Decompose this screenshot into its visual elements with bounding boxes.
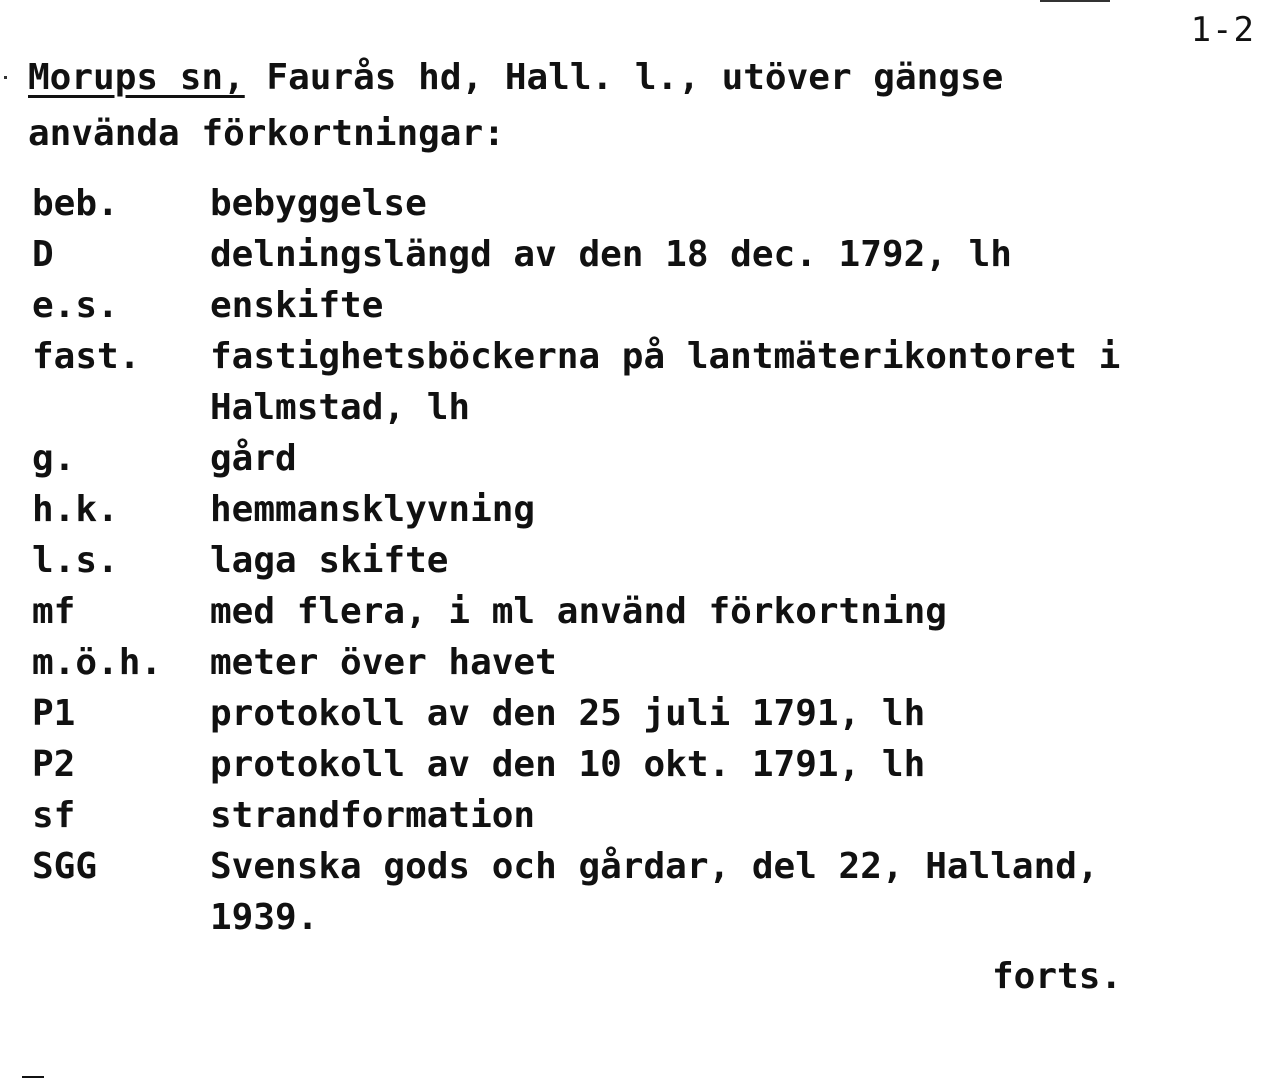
abbreviation: sf (32, 795, 76, 836)
list-item (32, 484, 1262, 535)
abbreviation: h.k. (32, 489, 119, 530)
header-line2: använda förkortningar: (28, 113, 505, 154)
abbreviation: m.ö.h. (32, 642, 163, 683)
list-item (32, 229, 1262, 280)
continuation-note: forts. (992, 956, 1123, 997)
abbreviation: l.s. (32, 540, 119, 581)
abbreviation-list (32, 178, 1262, 943)
list-item (32, 382, 1262, 433)
abbreviation: P2 (32, 744, 76, 785)
abbreviation-meaning: delningslängd av den 18 dec. 1792, lh (210, 234, 1012, 275)
margin-dot (4, 76, 7, 79)
list-item (32, 586, 1262, 637)
abbreviation (32, 892, 210, 943)
card-header (28, 50, 1208, 162)
abbreviation-meaning: gård (210, 438, 297, 479)
abbreviation: P1 (32, 693, 76, 734)
abbreviation: beb. (32, 183, 119, 224)
abbreviation-meaning: protokoll av den 10 okt. 1791, lh (210, 744, 926, 785)
abbreviation-meaning: protokoll av den 25 juli 1791, lh (210, 693, 926, 734)
abbreviation-meaning: strandformation (210, 795, 536, 836)
list-item (32, 841, 1262, 892)
abbreviation-meaning: bebyggelse (210, 183, 427, 224)
list-item (32, 688, 1262, 739)
abbreviation-meaning: laga skifte (210, 540, 449, 581)
abbreviation (32, 382, 210, 433)
abbreviation: e.s. (32, 285, 119, 326)
parish-name: Morups sn, (28, 57, 245, 98)
list-item (32, 739, 1262, 790)
list-item (32, 637, 1262, 688)
abbreviation-meaning: fastighetsböckerna på lantmäterikontoret i (210, 336, 1121, 377)
card-number: 1-2 (1190, 10, 1255, 50)
bottom-edge-mark (22, 1076, 44, 1078)
top-edge-mark (1040, 0, 1110, 2)
abbreviation: fast. (32, 336, 141, 377)
abbreviation-meaning: med flera, i ml använd förkortning (210, 591, 947, 632)
abbreviation-meaning: meter över havet (210, 642, 557, 683)
abbreviation-meaning: 1939. (210, 897, 319, 938)
list-item (32, 433, 1262, 484)
list-item (32, 178, 1262, 229)
abbreviation: SGG (32, 846, 98, 887)
abbreviation-meaning: Svenska gods och gårdar, del 22, Halland, (210, 846, 1099, 887)
list-item (32, 535, 1262, 586)
abbreviation: g. (32, 438, 76, 479)
list-item (32, 331, 1262, 382)
abbreviation: D (32, 234, 54, 275)
list-item (32, 892, 1262, 943)
abbreviation: mf (32, 591, 76, 632)
header-line1-rest: Faurås hd, Hall. l., utöver gängse (244, 57, 1004, 98)
list-item (32, 790, 1262, 841)
abbreviation-meaning: enskifte (210, 285, 384, 326)
abbreviation-meaning: hemmansklyvning (210, 489, 536, 530)
list-item (32, 280, 1262, 331)
abbreviation-meaning: Halmstad, lh (210, 387, 471, 428)
